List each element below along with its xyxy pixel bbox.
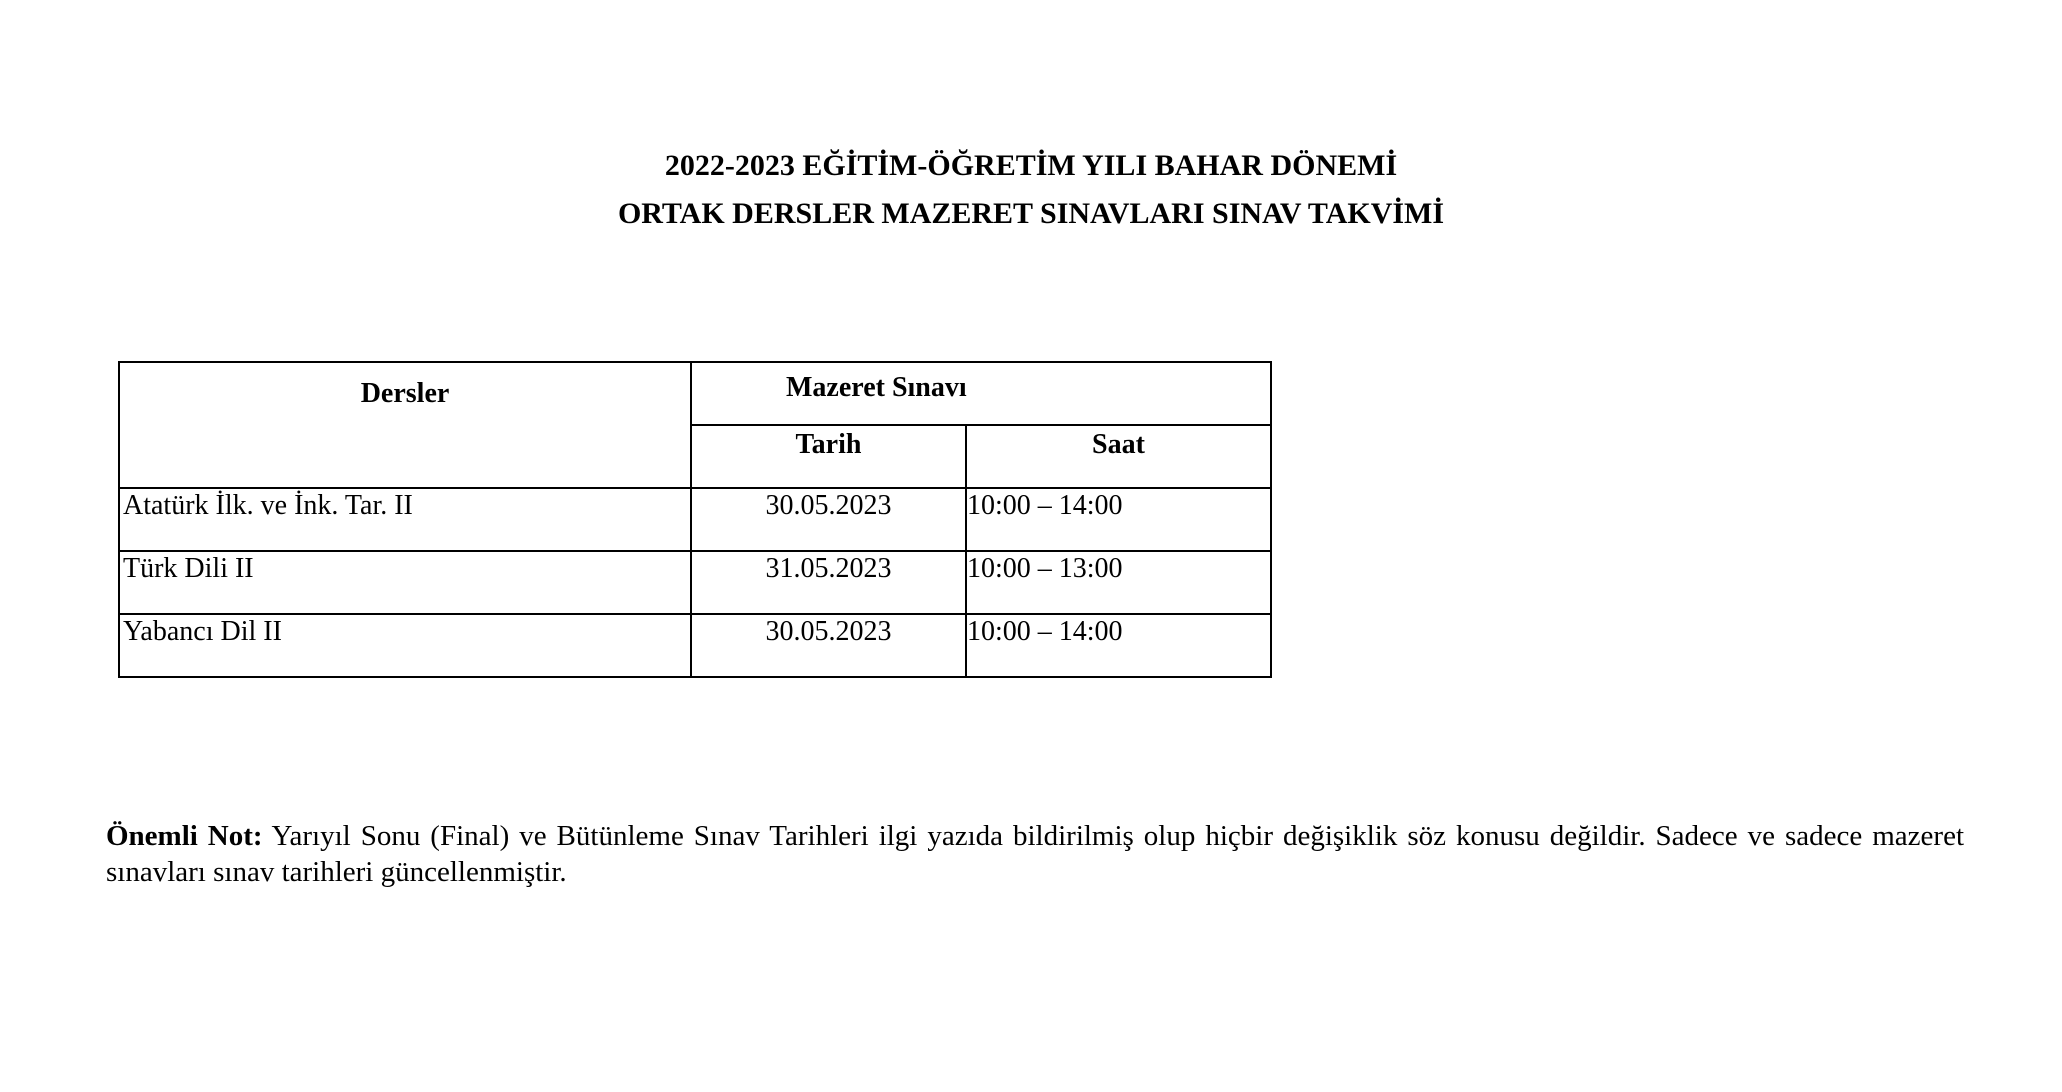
cell-time bbox=[966, 488, 1271, 551]
exam-date: 30.05.2023 bbox=[765, 616, 892, 647]
header-makeup-exam bbox=[691, 362, 1271, 425]
cell-course bbox=[119, 551, 691, 614]
course-name: Türk Dili II bbox=[123, 553, 254, 584]
note-text: Yarıyıl Sonu (Final) ve Bütünleme Sınav Tarihleri ilgi yazıda bildirilmiş olup hiçbir değişiklik söz konusu değildir. Sadece ve sadece mazeret sınavları sınav tarihleri güncellenmiştir. bbox=[106, 820, 1964, 888]
cell-date bbox=[691, 488, 966, 551]
header-time-label: Saat bbox=[1092, 429, 1145, 460]
table-header-row bbox=[119, 362, 1271, 425]
exam-date: 30.05.2023 bbox=[765, 490, 892, 521]
course-name: Atatürk İlk. ve İnk. Tar. II bbox=[123, 490, 413, 521]
header-makeup-exam-label: Mazeret Sınavı bbox=[786, 372, 967, 403]
exam-date: 31.05.2023 bbox=[765, 553, 892, 584]
note-label: Önemli Not: bbox=[106, 820, 263, 852]
title-line-1: 2022-2023 EĞİTİM-ÖĞRETİM YILI BAHAR DÖNEMİ bbox=[664, 149, 1398, 182]
exam-time: 10:00 – 14:00 bbox=[967, 616, 1123, 647]
cell-time bbox=[966, 614, 1271, 677]
cell-course bbox=[119, 614, 691, 677]
exam-time: 10:00 – 14:00 bbox=[967, 490, 1123, 521]
cell-course bbox=[119, 488, 691, 551]
cell-date bbox=[691, 551, 966, 614]
header-courses-label: Dersler bbox=[360, 378, 450, 409]
cell-time bbox=[966, 551, 1271, 614]
table-row bbox=[119, 551, 1271, 614]
header-date bbox=[691, 425, 966, 488]
cell-date bbox=[691, 614, 966, 677]
document-title bbox=[0, 142, 2062, 238]
table-row bbox=[119, 614, 1271, 677]
title-line-2: ORTAK DERSLER MAZERET SINAVLARI SINAV TAKVİMİ bbox=[617, 197, 1445, 230]
header-date-label: Tarih bbox=[795, 429, 862, 460]
course-name: Yabancı Dil II bbox=[123, 616, 282, 647]
header-courses bbox=[119, 362, 691, 488]
header-time bbox=[966, 425, 1271, 488]
important-note bbox=[106, 818, 1964, 890]
table-row bbox=[119, 488, 1271, 551]
exam-schedule-table bbox=[118, 361, 1272, 678]
exam-time: 10:00 – 13:00 bbox=[967, 553, 1123, 584]
